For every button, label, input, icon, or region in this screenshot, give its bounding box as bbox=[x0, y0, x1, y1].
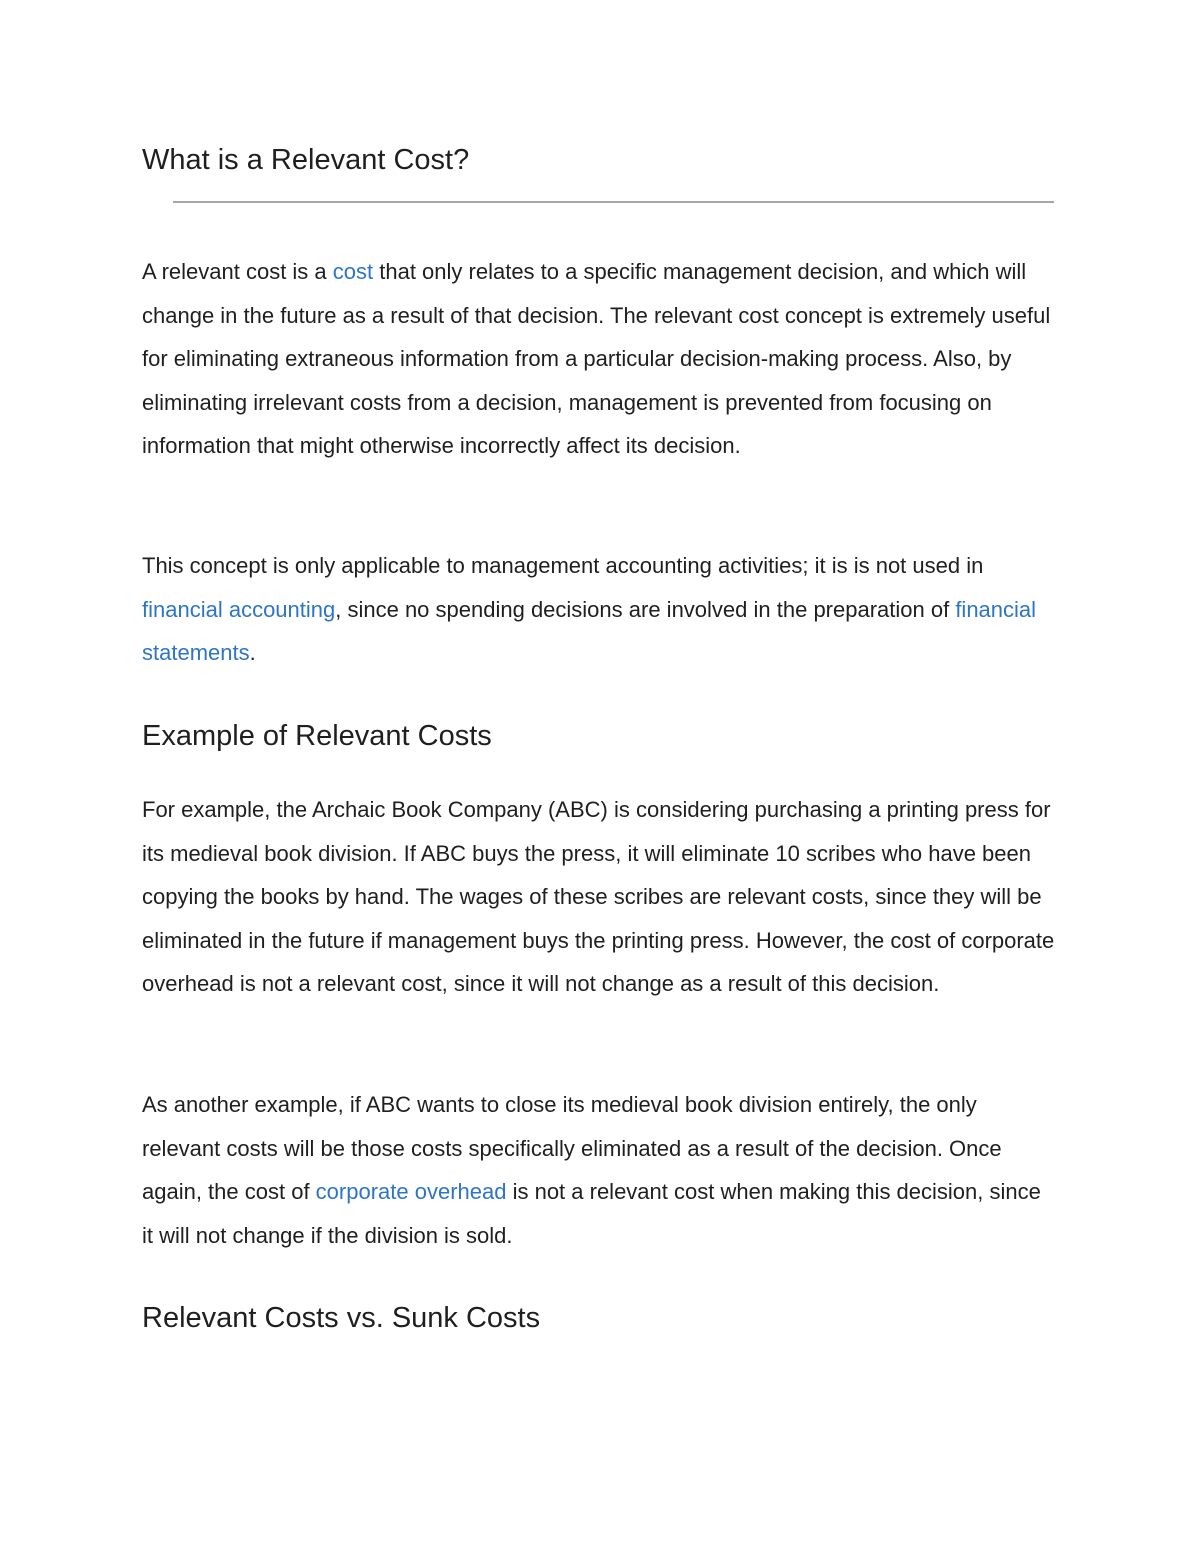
intro-paragraph bbox=[142, 250, 1057, 468]
link-financial-accounting[interactable]: financial accounting bbox=[142, 596, 336, 622]
example2-text-1: As another example, if ABC wants to close its medieval book division entirely, the only relevant costs will be those costs specifically eliminated as a result of the decision. Once again, the cost of bbox=[142, 1092, 1002, 1204]
link-cost[interactable]: cost bbox=[332, 259, 374, 284]
document-page bbox=[142, 140, 1057, 1334]
concept-text-1: This concept is only applicable to management accounting activities; it is is not used in bbox=[142, 553, 984, 578]
example2-text-2: is not a relevant cost when making this decision, since it will not change if the division is sold. bbox=[142, 1179, 1041, 1248]
concept-text-3: . bbox=[249, 640, 256, 665]
section-heading-example: Example of Relevant Costs bbox=[142, 720, 492, 752]
example-paragraph-2 bbox=[142, 1083, 1057, 1257]
link-corporate-overhead[interactable]: corporate overhead bbox=[315, 1179, 507, 1204]
intro-text-2: that only relates to a specific management decision, and which will change in the future as a result of that decision. The relevant cost concept is extremely useful for eliminating extraneous information from a particular decision-making process. Also, by eliminating irrelevant costs from a decision, management is prevented from focusing on information that might otherwise incorrectly affect its decision. bbox=[142, 259, 1051, 458]
page-title: What is a Relevant Cost? bbox=[142, 144, 470, 176]
example-paragraph-1: For example, the Archaic Book Company (ABC) is considering purchasing a printing press for its medieval book division. If ABC buys the press, it will eliminate 10 scribes who have been copying the books by hand. The wages of these scribes are relevant costs, since they will be eliminated in the future if management buys the printing press. However, the cost of corporate overhead is not a relevant cost, since it will not change as a result of this decision. bbox=[142, 797, 1055, 996]
concept-text-2: , since no spending decisions are involved in the preparation of bbox=[335, 596, 956, 622]
intro-text-1: A relevant cost is a bbox=[142, 259, 333, 284]
link-financial-statements[interactable]: financial statements bbox=[142, 596, 1037, 665]
section-heading-sunk-costs: Relevant Costs vs. Sunk Costs bbox=[142, 1302, 541, 1334]
title-divider bbox=[173, 201, 1054, 203]
concept-paragraph bbox=[142, 544, 1057, 675]
